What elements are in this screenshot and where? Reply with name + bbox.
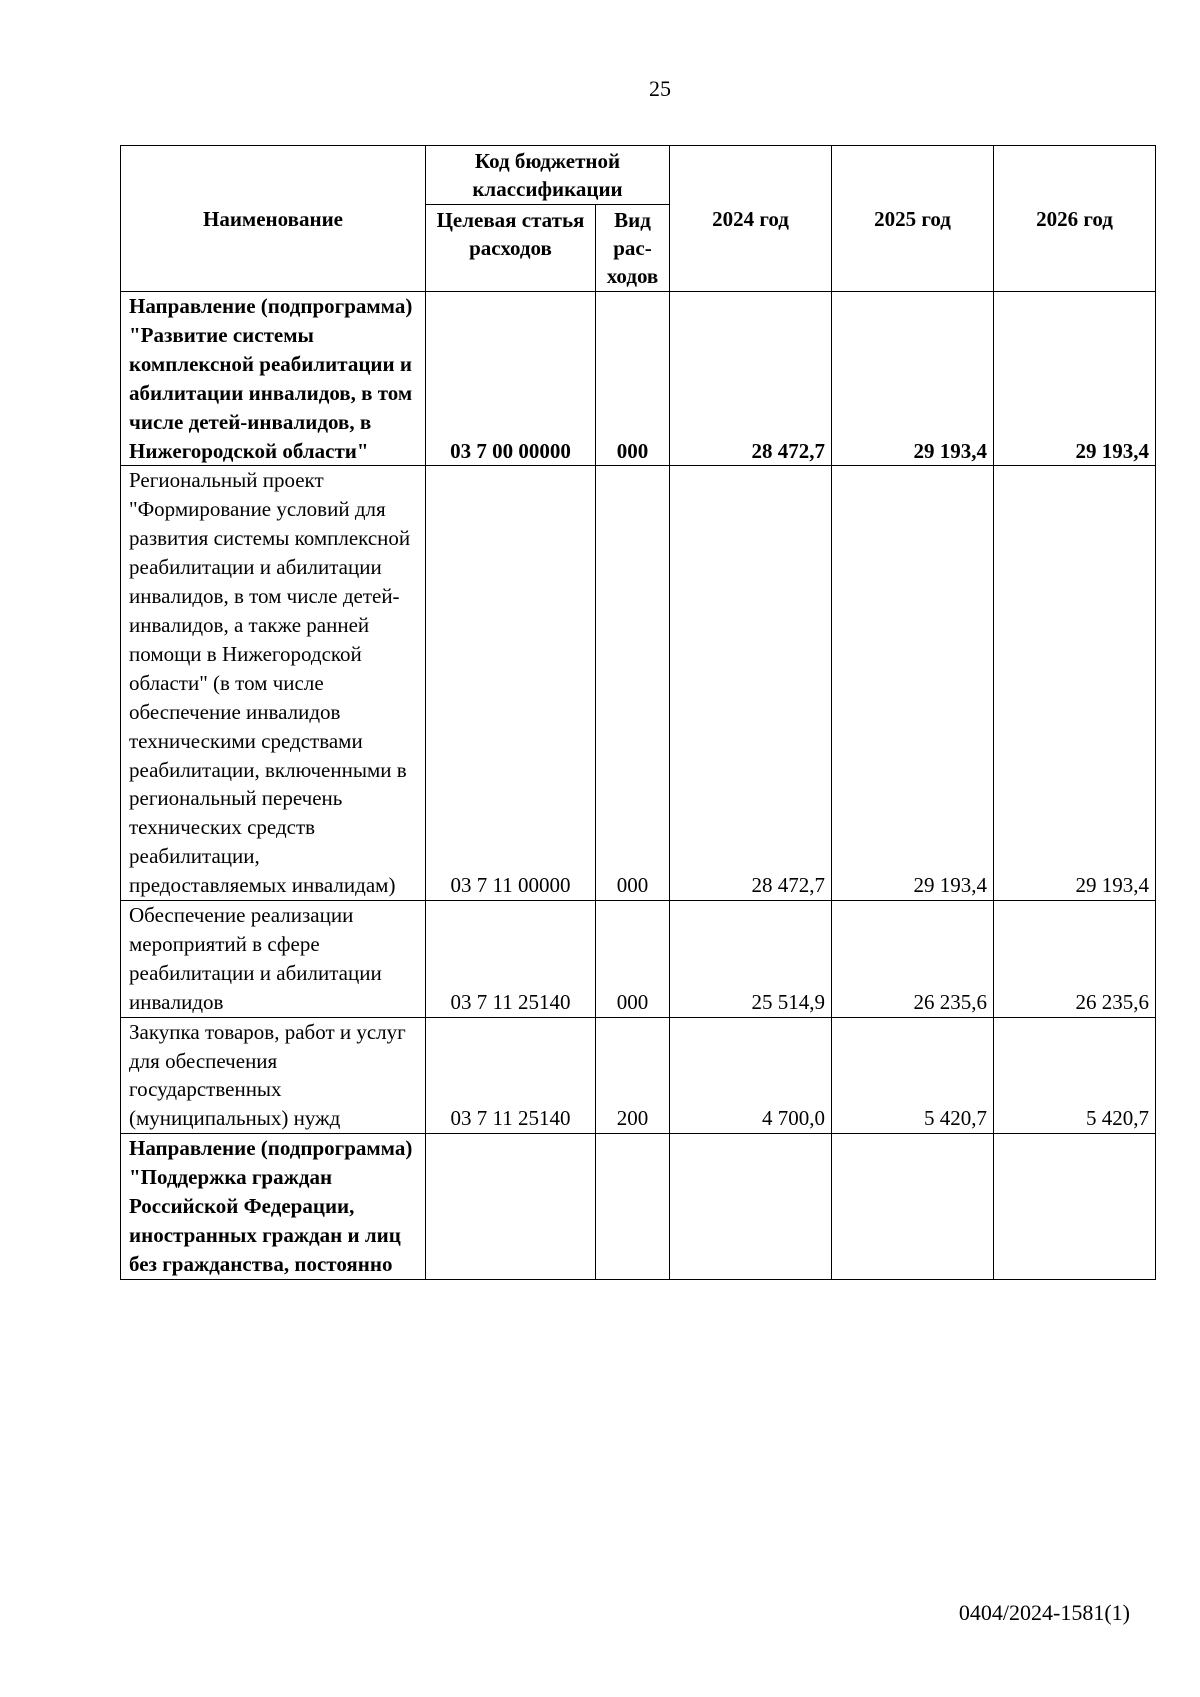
header-year-2024: 2024 год bbox=[670, 146, 832, 292]
row-amount-2025: 5 420,7 bbox=[832, 1017, 994, 1134]
row-amount-2025: 26 235,6 bbox=[832, 901, 994, 1018]
row-amount-2026: 29 193,4 bbox=[994, 292, 1156, 466]
header-name: Наименование bbox=[121, 146, 426, 292]
row-name: Направление (подпрограмма) "Развитие системы комплексной реабилитации и абилитации инвалидов, в том числе детей-инвалидов, в Нижегородской области" bbox=[121, 292, 426, 466]
row-name: Региональный проект "Формирование условий для развития системы комплексной реабилитации и абилитации инвалидов, в том числе детей-инвалидов, а также ранней помощи в Нижегородской области" (в том числе обеспечение инвалидов техническими средствами реабилитации, включенными в региональный перечень технических средств реабилитации, предоставляемых инвалидам) bbox=[121, 466, 426, 901]
row-name: Направление (подпрограмма) "Поддержка граждан Российской Федерации, иностранных граждан и лиц без гражданства, постоянно bbox=[121, 1134, 426, 1280]
table-row bbox=[121, 1017, 1156, 1134]
row-amount-2024: 28 472,7 bbox=[670, 466, 832, 901]
row-target-article bbox=[426, 1134, 596, 1280]
row-name: Закупка товаров, работ и услуг для обеспечения государственных (муниципальных) нужд bbox=[121, 1017, 426, 1134]
row-amount-2024 bbox=[670, 1134, 832, 1280]
table-row bbox=[121, 292, 1156, 466]
header-expense-type: Вид рас- ходов bbox=[596, 205, 670, 292]
header-target-article: Целевая статья расходов bbox=[426, 205, 596, 292]
row-target-article: 03 7 11 25140 bbox=[426, 901, 596, 1018]
row-expense-type bbox=[596, 1134, 670, 1280]
page-number: 25 bbox=[649, 76, 671, 101]
document-code: 0404/2024-1581(1) bbox=[958, 1600, 1130, 1625]
row-amount-2026: 5 420,7 bbox=[994, 1017, 1156, 1134]
table-row bbox=[121, 901, 1156, 1018]
row-amount-2026: 26 235,6 bbox=[994, 901, 1156, 1018]
row-name: Обеспечение реализации мероприятий в сфере реабилитации и абилитации инвалидов bbox=[121, 901, 426, 1018]
row-target-article: 03 7 11 25140 bbox=[426, 1017, 596, 1134]
row-expense-type: 000 bbox=[596, 901, 670, 1018]
table-row bbox=[121, 1134, 1156, 1280]
table-header bbox=[121, 146, 1156, 292]
row-amount-2026 bbox=[994, 1134, 1156, 1280]
row-amount-2024: 25 514,9 bbox=[670, 901, 832, 1018]
row-amount-2025: 29 193,4 bbox=[832, 466, 994, 901]
header-budget-code: Код бюджетной классификации bbox=[426, 146, 670, 205]
row-expense-type: 000 bbox=[596, 466, 670, 901]
header-year-2026: 2026 год bbox=[994, 146, 1156, 292]
row-expense-type: 200 bbox=[596, 1017, 670, 1134]
row-target-article: 03 7 00 00000 bbox=[426, 292, 596, 466]
budget-table bbox=[120, 145, 1156, 1280]
row-amount-2025: 29 193,4 bbox=[832, 292, 994, 466]
row-amount-2024: 28 472,7 bbox=[670, 292, 832, 466]
row-target-article: 03 7 11 00000 bbox=[426, 466, 596, 901]
row-expense-type: 000 bbox=[596, 292, 670, 466]
header-year-2025: 2025 год bbox=[832, 146, 994, 292]
row-amount-2024: 4 700,0 bbox=[670, 1017, 832, 1134]
row-amount-2026: 29 193,4 bbox=[994, 466, 1156, 901]
row-amount-2025 bbox=[832, 1134, 994, 1280]
table-row bbox=[121, 466, 1156, 901]
